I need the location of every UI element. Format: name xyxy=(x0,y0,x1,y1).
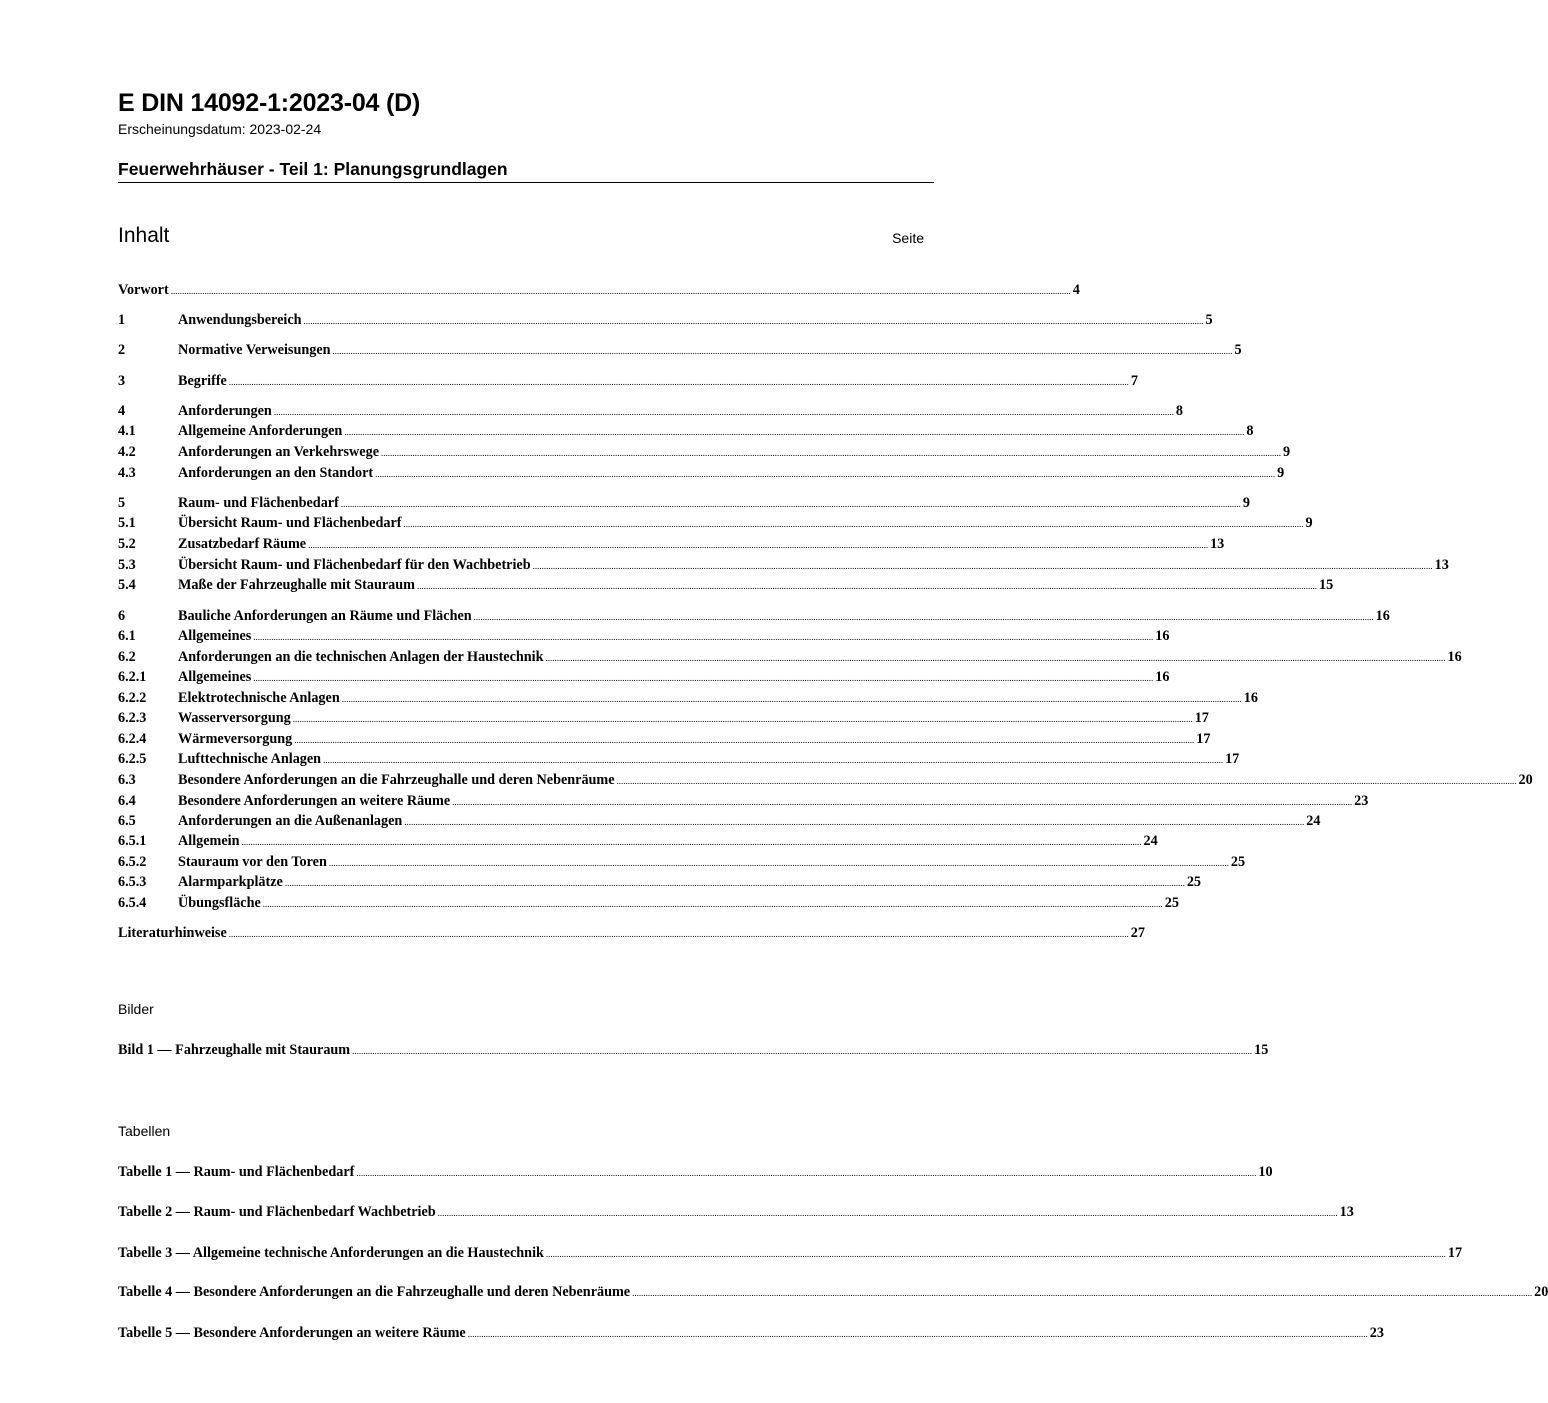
dot-leader: ................................................................................................................................................................................................................................................................................................................................................................................................................ xyxy=(170,286,1071,296)
toc-entry-number: 6.2.5 xyxy=(118,751,147,767)
toc-entry-number: 6.2.4 xyxy=(118,731,147,747)
toc-entry[interactable] xyxy=(118,535,1225,554)
toc-entry-number: 6.5.4 xyxy=(118,895,147,911)
toc-entry-number: 6.2.1 xyxy=(118,669,147,685)
toc-entry-title: Elektrotechnische Anlagen xyxy=(178,690,340,706)
toc-entry[interactable] xyxy=(118,576,1334,595)
toc-entry[interactable] xyxy=(118,750,1240,769)
toc-entry[interactable] xyxy=(118,281,1080,300)
dot-leader: ................................................................................................................................................................................................................................................................................................................................................................................................................ xyxy=(532,561,1433,571)
toc-entry-title: Bild 1 — Fahrzeughalle mit Stauraum xyxy=(118,1042,351,1058)
dot-leader: ................................................................................................................................................................................................................................................................................................................................................................................................................ xyxy=(332,346,1233,356)
toc-entry-page: 17 xyxy=(1447,1245,1463,1261)
toc-entry-page: 16 xyxy=(1155,669,1170,685)
toc-entry-page: 16 xyxy=(1447,649,1462,665)
toc-entry-number: 5.1 xyxy=(118,515,136,531)
toc-entry[interactable] xyxy=(118,853,1246,872)
toc-entry-number: 5.2 xyxy=(118,536,136,552)
toc-entry[interactable] xyxy=(118,668,1170,687)
toc-entry[interactable] xyxy=(118,730,1211,749)
dot-leader: ................................................................................................................................................................................................................................................................................................................................................................................................................ xyxy=(452,797,1353,807)
toc-entry[interactable] xyxy=(118,341,1242,360)
toc-entry-title: Anforderungen an den Standort xyxy=(178,465,374,481)
toc-entry-page: 15 xyxy=(1254,1042,1269,1058)
toc-entry[interactable] xyxy=(118,402,1183,421)
toc-entry-title: Allgemeines xyxy=(178,669,252,685)
dot-leader: ................................................................................................................................................................................................................................................................................................................................................................................................................ xyxy=(253,673,1154,683)
dot-leader: ................................................................................................................................................................................................................................................................................................................................................................................................................ xyxy=(303,316,1204,326)
dot-leader: ................................................................................................................................................................................................................................................................................................................................................................................................................ xyxy=(632,1288,1533,1298)
toc-entry[interactable] xyxy=(118,1283,1548,1302)
toc-entry-title: Vorwort xyxy=(118,282,169,298)
toc-entry-number: 6.4 xyxy=(118,793,136,809)
toc-entry-title: Normative Verweisungen xyxy=(178,342,331,358)
document-title: Feuerwehrhäuser - Teil 1: Planungsgrundlagen xyxy=(118,159,508,179)
dot-leader: ................................................................................................................................................................................................................................................................................................................................................................................................................ xyxy=(545,1249,1446,1259)
toc-entry-page: 20 xyxy=(1518,772,1533,788)
toc-entry[interactable] xyxy=(118,709,1209,728)
dot-leader: ................................................................................................................................................................................................................................................................................................................................................................................................................ xyxy=(284,878,1185,888)
dot-leader: ................................................................................................................................................................................................................................................................................................................................................................................................................ xyxy=(545,653,1446,663)
toc-entry-page: 27 xyxy=(1130,925,1145,941)
toc-entry-page: 25 xyxy=(1186,874,1202,890)
toc-entry-page: 9 xyxy=(1283,444,1291,460)
toc-entry[interactable] xyxy=(118,372,1138,391)
toc-entry-number: 6.5.3 xyxy=(118,874,147,890)
toc-entry[interactable] xyxy=(118,792,1369,811)
toc-entry-page: 17 xyxy=(1225,751,1240,767)
toc-entry-title: Zusatzbedarf Räume xyxy=(178,536,307,552)
toc-entry-page: 9 xyxy=(1242,495,1250,511)
dot-leader: ................................................................................................................................................................................................................................................................................................................................................................................................................ xyxy=(228,377,1129,387)
toc-entry[interactable] xyxy=(118,1324,1384,1343)
toc-entry-title: Wärmeversorgung xyxy=(178,731,293,747)
toc-entry-title: Stauraum vor den Toren xyxy=(178,854,327,870)
toc-entry-page: 17 xyxy=(1196,731,1211,747)
toc-entry-page: 16 xyxy=(1243,690,1258,706)
publication-date: Erscheinungsdatum: 2023-02-24 xyxy=(118,121,322,137)
toc-entry-page: 13 xyxy=(1434,557,1449,573)
toc-entry-title: Besondere Anforderungen an weitere Räume xyxy=(178,793,451,809)
dot-leader: ................................................................................................................................................................................................................................................................................................................................................................................................................ xyxy=(437,1208,1338,1218)
toc-entry[interactable] xyxy=(118,1244,1463,1263)
toc-entry[interactable] xyxy=(118,771,1533,790)
toc-entry-title: Tabelle 2 — Raum- und Flächenbedarf Wachbetrieb xyxy=(118,1204,436,1220)
title-divider xyxy=(118,182,934,183)
toc-entry[interactable] xyxy=(118,607,1390,626)
dot-leader: ................................................................................................................................................................................................................................................................................................................................................................................................................ xyxy=(616,776,1517,786)
toc-entry[interactable] xyxy=(118,873,1202,892)
toc-entry[interactable] xyxy=(118,514,1313,533)
figures-heading: Bilder xyxy=(118,1001,154,1017)
toc-entry[interactable] xyxy=(118,422,1254,441)
toc-entry-page: 8 xyxy=(1175,403,1183,419)
toc-entry-title: Tabelle 4 — Besondere Anforderungen an die Fahrzeughalle und deren Nebenräume xyxy=(118,1284,631,1300)
dot-leader: ................................................................................................................................................................................................................................................................................................................................................................................................................ xyxy=(228,929,1129,939)
toc-entry-page: 15 xyxy=(1318,577,1334,593)
toc-entry[interactable] xyxy=(118,812,1321,831)
toc-entry-number: 4.2 xyxy=(118,444,136,460)
toc-entry[interactable] xyxy=(118,1041,1269,1060)
toc-entry-number: 4.1 xyxy=(118,423,136,439)
toc-entry-title: Allgemein xyxy=(178,833,240,849)
toc-entry-title: Bauliche Anforderungen an Räume und Flächen xyxy=(178,608,472,624)
toc-entry-number: 6.5 xyxy=(118,813,136,829)
toc-entry-title: Tabelle 1 — Raum- und Flächenbedarf xyxy=(118,1164,355,1180)
toc-entry-number: 6.2.3 xyxy=(118,710,147,726)
toc-entry-number: 1 xyxy=(118,312,126,328)
toc-entry-page: 20 xyxy=(1534,1284,1548,1300)
page-column-label: Seite xyxy=(892,230,924,246)
toc-entry[interactable] xyxy=(118,464,1285,483)
toc-entry-page: 25 xyxy=(1164,895,1179,911)
dot-leader: ................................................................................................................................................................................................................................................................................................................................................................................................................ xyxy=(341,694,1242,704)
toc-entry-page: 5 xyxy=(1234,342,1242,358)
toc-entry[interactable] xyxy=(118,556,1449,575)
toc-entry-page: 13 xyxy=(1339,1204,1354,1220)
dot-leader: ................................................................................................................................................................................................................................................................................................................................................................................................................ xyxy=(352,1046,1253,1056)
toc-entry-title: Übersicht Raum- und Flächenbedarf xyxy=(178,515,402,531)
toc-entry-page: 9 xyxy=(1277,465,1285,481)
dot-leader: ................................................................................................................................................................................................................................................................................................................................................................................................................ xyxy=(403,519,1304,529)
toc-entry-number: 6.2.2 xyxy=(118,690,147,706)
toc-entry-number: 6.2 xyxy=(118,649,136,665)
toc-entry[interactable] xyxy=(118,894,1179,913)
toc-entry-page: 8 xyxy=(1246,423,1254,439)
document-id: E DIN 14092-1:2023-04 (D) xyxy=(118,89,421,117)
toc-entry-page: 17 xyxy=(1194,710,1209,726)
toc-entry-page: 10 xyxy=(1258,1164,1273,1180)
dot-leader: ................................................................................................................................................................................................................................................................................................................................................................................................................ xyxy=(308,540,1209,550)
tables-heading: Tabellen xyxy=(118,1123,171,1139)
toc-entry-title: Tabelle 5 — Besondere Anforderungen an weitere Räume xyxy=(118,1325,466,1341)
toc-entry-number: 2 xyxy=(118,342,126,358)
dot-leader: ................................................................................................................................................................................................................................................................................................................................................................................................................ xyxy=(473,612,1374,622)
toc-entry-title: Anforderungen an Verkehrswege xyxy=(178,444,379,460)
toc-entry-number: 6.5.2 xyxy=(118,854,147,870)
toc-entry[interactable] xyxy=(118,1163,1273,1182)
toc-entry-page: 23 xyxy=(1369,1325,1384,1341)
dot-leader: ................................................................................................................................................................................................................................................................................................................................................................................................................ xyxy=(262,899,1163,909)
dot-leader: ................................................................................................................................................................................................................................................................................................................................................................................................................ xyxy=(381,448,1281,458)
toc-entry-page: 25 xyxy=(1230,854,1246,870)
dot-leader: ................................................................................................................................................................................................................................................................................................................................................................................................................ xyxy=(467,1329,1368,1339)
dot-leader: ................................................................................................................................................................................................................................................................................................................................................................................................................ xyxy=(273,407,1174,417)
dot-leader: ................................................................................................................................................................................................................................................................................................................................................................................................................ xyxy=(294,735,1195,745)
toc-entry-page: 9 xyxy=(1305,515,1313,531)
toc-entry-page: 16 xyxy=(1155,628,1170,644)
toc-entry-title: Lufttechnische Anlagen xyxy=(178,751,322,767)
toc-entry[interactable] xyxy=(118,924,1145,943)
toc-entry-title: Anforderungen xyxy=(178,403,272,419)
toc-entry-page: 23 xyxy=(1354,793,1369,809)
toc-heading: Inhalt xyxy=(118,224,170,247)
toc-entry-title: Übersicht Raum- und Flächenbedarf für den Wachbetrieb xyxy=(178,557,531,573)
toc-entry-title: Anforderungen an die technischen Anlagen der Haustechnik xyxy=(178,649,544,665)
toc-entry-title: Besondere Anforderungen an die Fahrzeughalle und deren Nebenräume xyxy=(178,772,615,788)
toc-entry-number: 6.3 xyxy=(118,772,136,788)
toc-entry-page: 13 xyxy=(1210,536,1225,552)
toc-entry-title: Maße der Fahrzeughalle mit Stauraum xyxy=(178,577,415,593)
toc-entry[interactable] xyxy=(118,494,1250,513)
toc-entry[interactable] xyxy=(118,443,1291,462)
dot-leader: ................................................................................................................................................................................................................................................................................................................................................................................................................ xyxy=(356,1168,1257,1178)
toc-entry[interactable] xyxy=(118,648,1462,667)
toc-entry[interactable] xyxy=(118,311,1213,330)
toc-entry-number: 3 xyxy=(118,373,126,389)
toc-entry-number: 4 xyxy=(118,403,126,419)
toc-entry-number: 5 xyxy=(118,495,126,511)
dot-leader: ................................................................................................................................................................................................................................................................................................................................................................................................................ xyxy=(328,858,1229,868)
toc-entry-title: Begriffe xyxy=(178,373,227,389)
toc-entry-title: Wasserversorgung xyxy=(178,710,291,726)
dot-leader: ................................................................................................................................................................................................................................................................................................................................................................................................................ xyxy=(253,632,1154,642)
toc-entry[interactable] xyxy=(118,832,1158,851)
toc-entry-number: 6.1 xyxy=(118,628,136,644)
toc-entry-page: 24 xyxy=(1143,833,1158,849)
toc-entry-number: 6 xyxy=(118,608,126,624)
dot-leader: ................................................................................................................................................................................................................................................................................................................................................................................................................ xyxy=(340,499,1241,509)
toc-entry-title: Alarmparkplätze xyxy=(178,874,283,890)
toc-entry-number: 5.4 xyxy=(118,577,136,593)
dot-leader: ................................................................................................................................................................................................................................................................................................................................................................................................................ xyxy=(344,427,1245,437)
toc-entry[interactable] xyxy=(118,689,1258,708)
toc-entry-title: Tabelle 3 — Allgemeine technische Anforderungen an die Haustechnik xyxy=(118,1245,544,1261)
toc-entry-title: Anwendungsbereich xyxy=(178,312,302,328)
toc-entry-title: Allgemeines xyxy=(178,628,252,644)
toc-entry-title: Literaturhinweise xyxy=(118,925,227,941)
dot-leader: ................................................................................................................................................................................................................................................................................................................................................................................................................ xyxy=(404,817,1305,827)
toc-entry-number: 5.3 xyxy=(118,557,136,573)
toc-entry[interactable] xyxy=(118,1203,1354,1222)
toc-entry-page: 4 xyxy=(1072,282,1080,298)
toc-entry-page: 24 xyxy=(1306,813,1321,829)
toc-entry-page: 5 xyxy=(1205,312,1213,328)
toc-entry-page: 16 xyxy=(1375,608,1390,624)
dot-leader: ................................................................................................................................................................................................................................................................................................................................................................................................................ xyxy=(375,469,1276,479)
toc-entry[interactable] xyxy=(118,627,1170,646)
toc-entry-number: 4.3 xyxy=(118,465,136,481)
toc-entry-page: 7 xyxy=(1130,373,1138,389)
toc-entry-title: Anforderungen an die Außenanlagen xyxy=(178,813,403,829)
toc-entry-title: Raum- und Flächenbedarf xyxy=(178,495,339,511)
dot-leader: ................................................................................................................................................................................................................................................................................................................................................................................................................ xyxy=(241,837,1142,847)
dot-leader: ................................................................................................................................................................................................................................................................................................................................................................................................................ xyxy=(323,755,1224,765)
toc-entry-number: 6.5.1 xyxy=(118,833,147,849)
toc-entry-title: Allgemeine Anforderungen xyxy=(178,423,343,439)
dot-leader: ................................................................................................................................................................................................................................................................................................................................................................................................................ xyxy=(292,714,1193,724)
dot-leader: ................................................................................................................................................................................................................................................................................................................................................................................................................ xyxy=(416,581,1317,591)
toc-entry-title: Übungsfläche xyxy=(178,895,261,911)
